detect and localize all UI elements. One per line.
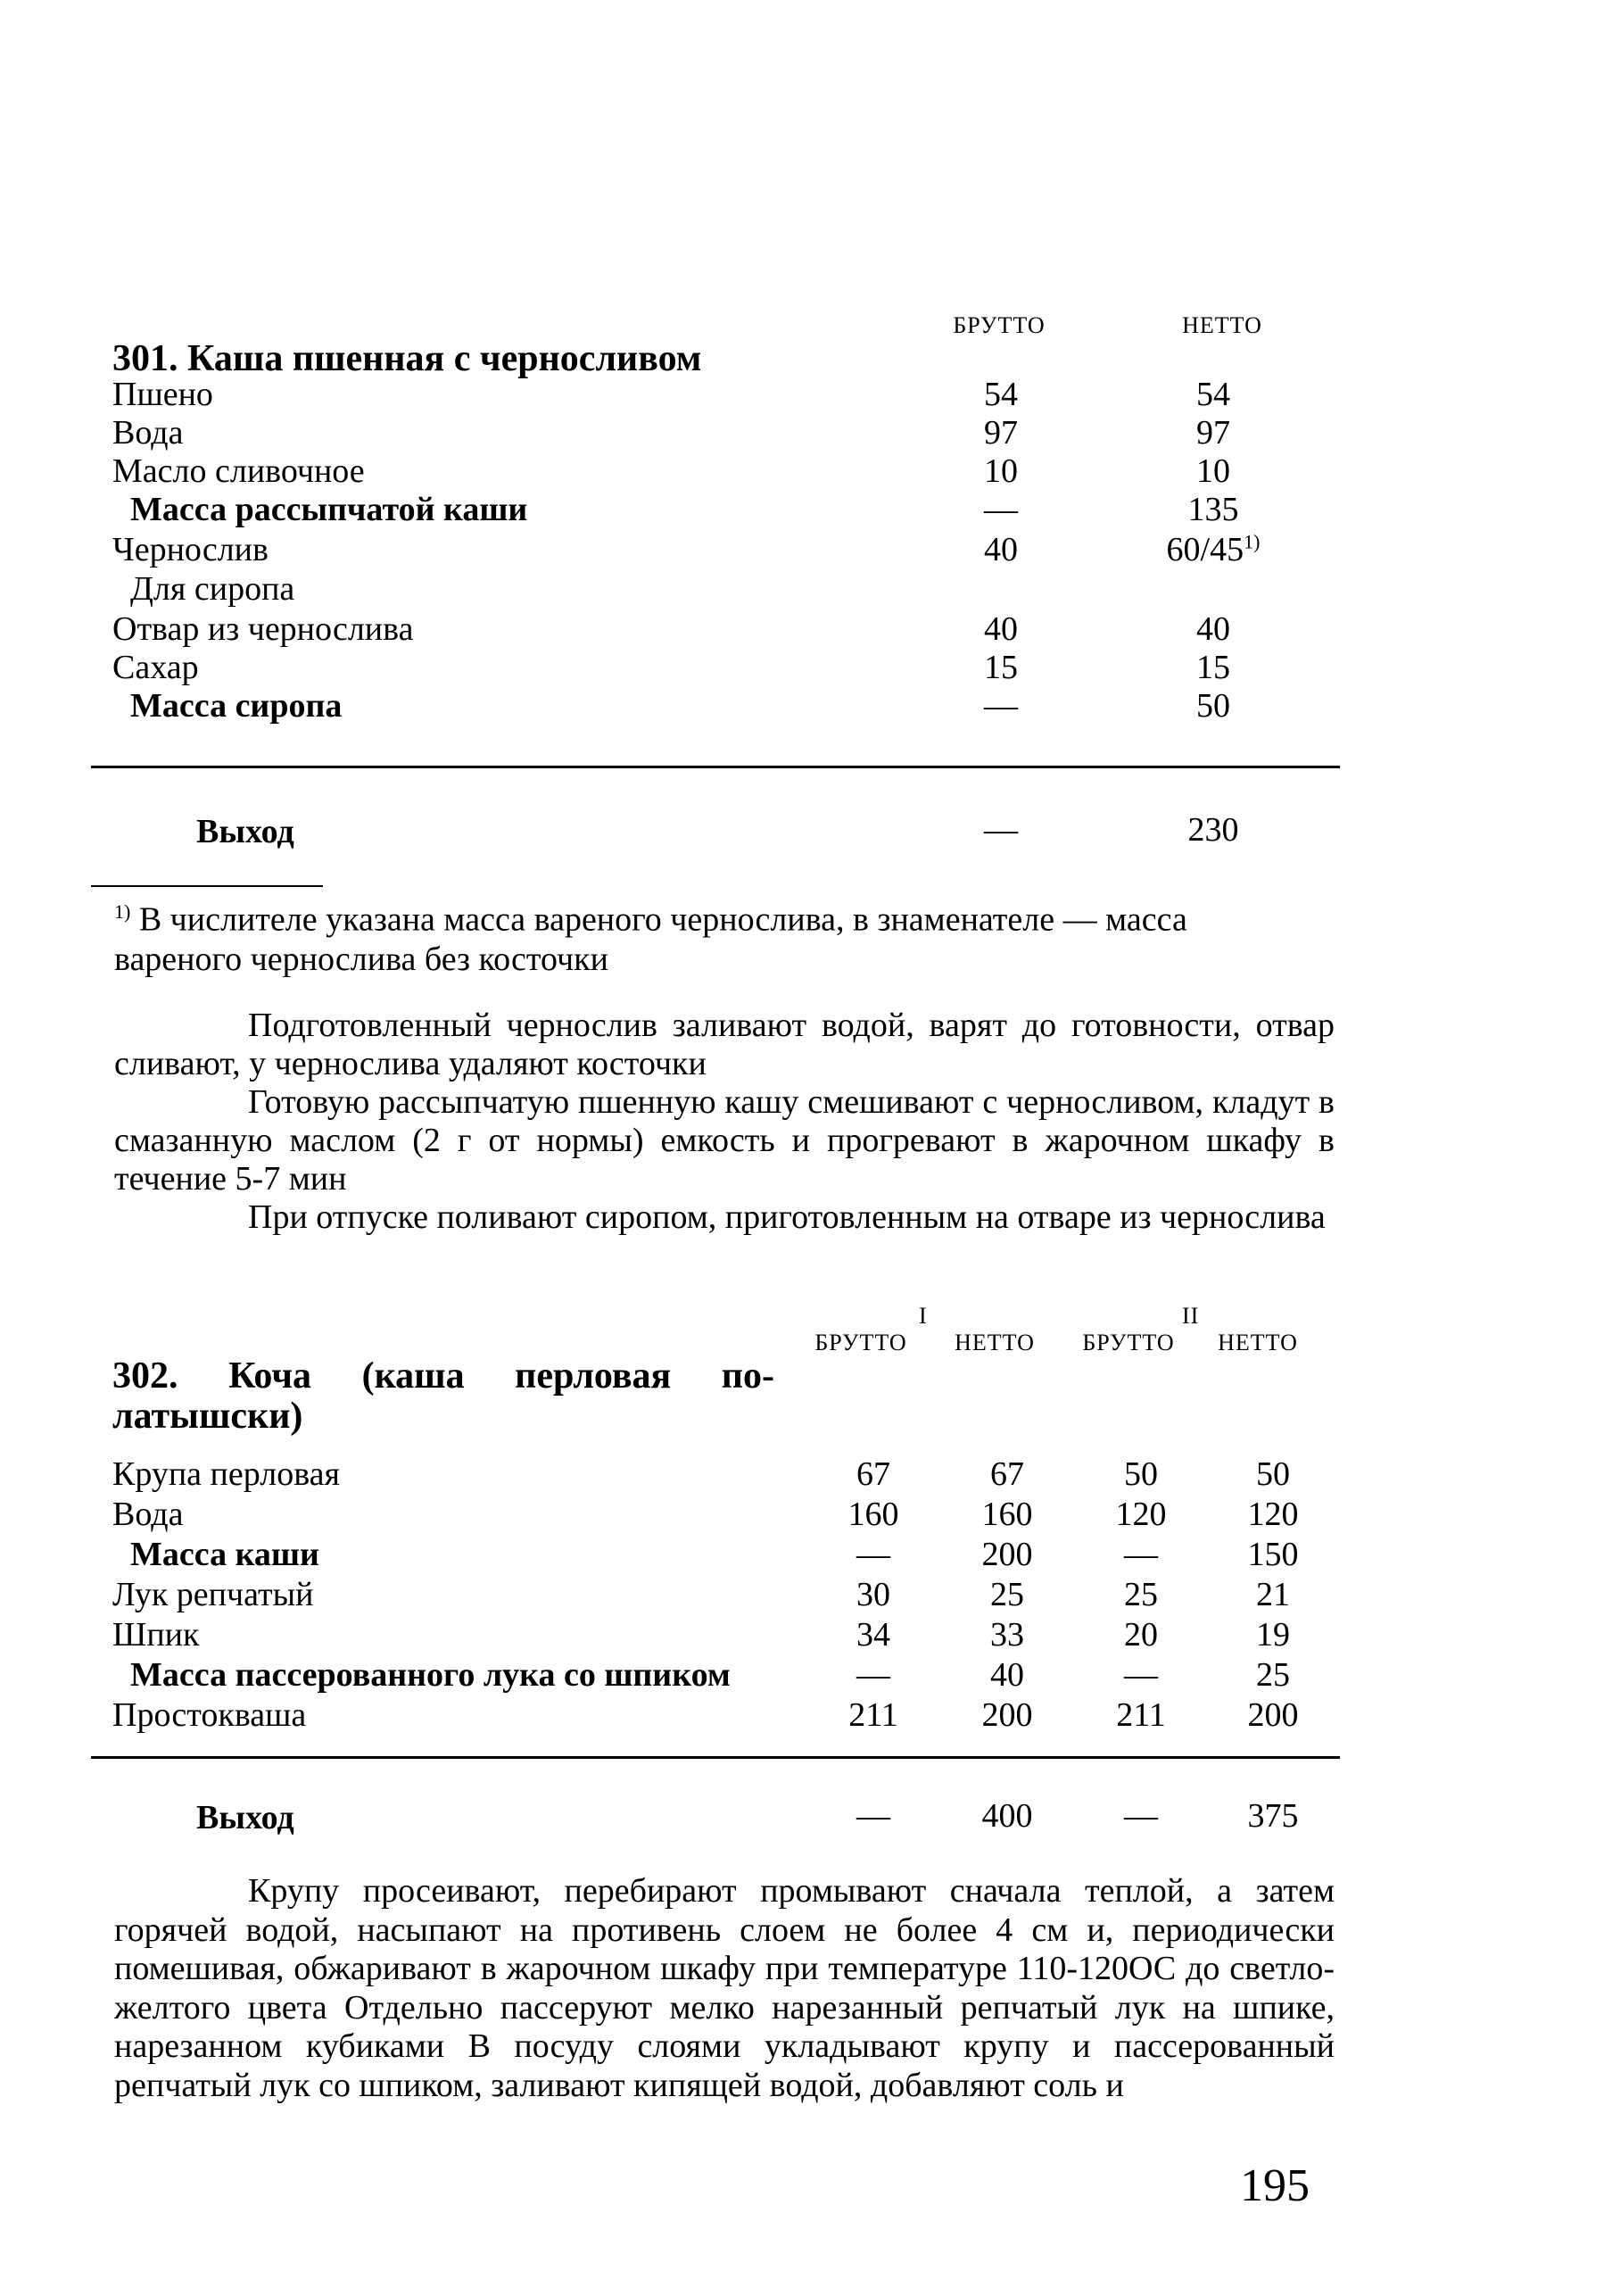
brutto-value: 40 [984, 531, 1018, 568]
netto-number: 135 [1187, 491, 1239, 528]
ingredient-name: Пшено [112, 376, 213, 413]
group-i-label: I [919, 1303, 928, 1329]
brutto-ii-value: — [1124, 1656, 1158, 1694]
paragraph-3: При отпуске поливают сиропом, приготовленным на отваре из чернослива [248, 1198, 1326, 1236]
brutto-value: — [984, 491, 1018, 528]
ingredient-name: Для сиропа [130, 570, 295, 608]
brutto-value: 97 [984, 414, 1018, 452]
netto-value [1160, 609, 1267, 649]
brutto-i-value: 30 [856, 1576, 890, 1613]
yield-netto: 230 [1187, 811, 1239, 849]
ingredient-name: Масса пассерованного лука со шпиком [130, 1656, 731, 1694]
netto-ii-value: 150 [1247, 1536, 1299, 1573]
ingredient-name: Простокваша [112, 1696, 307, 1734]
brutto-ii-value: 211 [1116, 1696, 1166, 1734]
ingredient-name: Чернослив [112, 531, 269, 568]
netto-number: 40 [1196, 610, 1230, 648]
netto-value [1160, 530, 1267, 569]
netto-number: 54 [1196, 376, 1230, 413]
footnote-mark: 1) [114, 900, 131, 923]
table-divider [91, 766, 1340, 768]
yield-302-netto-ii: 375 [1247, 1797, 1299, 1835]
paragraph-2: Готовую рассыпчатую пшенную кашу смешивают с черносливом, кладут в смазанную маслом (2 г от нормы) емкость и прогревают в жарочном шкафу в течение 5-7 мин [114, 1083, 1335, 1198]
yield-brutto: — [984, 811, 1018, 849]
netto-number: 10 [1196, 452, 1230, 490]
netto-ii-value: 50 [1256, 1455, 1290, 1493]
brutto-i-value: — [856, 1656, 890, 1694]
brutto-value: 54 [984, 376, 1018, 413]
ingredient-name: Вода [112, 414, 184, 452]
netto-number: 50 [1196, 687, 1230, 725]
ingredient-name: Сахар [112, 649, 199, 686]
table-divider-302 [91, 1756, 1340, 1759]
ingredient-name: Отвар из чернослива [112, 610, 414, 648]
netto-i-value: 25 [990, 1576, 1024, 1613]
netto-number: 15 [1196, 649, 1230, 686]
netto-ii-value: 19 [1256, 1616, 1290, 1654]
brutto-value: 15 [984, 649, 1018, 686]
col-netto-ii: НЕТТО [1218, 1330, 1298, 1355]
brutto-i-value: 211 [848, 1696, 898, 1734]
footnote-text: В числителе указана масса вареного чернослива, в знаменателе — масса вареного чернослива без косточки [114, 900, 1187, 978]
brutto-ii-value: 25 [1124, 1576, 1158, 1613]
netto-value [1160, 452, 1267, 491]
ingredient-name: Масса каши [130, 1536, 319, 1573]
netto-i-value: 67 [990, 1455, 1024, 1493]
paragraph-1: Подготовленный чернослив заливают водой, варят до готовности, отвар сливают, у чернослива удаляют косточки [114, 1007, 1335, 1082]
netto-footnote-mark: 1) [1244, 530, 1261, 553]
brutto-ii-value: — [1124, 1536, 1158, 1573]
brutto-i-value: 160 [847, 1496, 899, 1533]
ingredient-name: Шпик [112, 1616, 200, 1654]
netto-ii-value: 25 [1256, 1656, 1290, 1694]
brutto-ii-value: 20 [1124, 1616, 1158, 1654]
netto-i-value: 200 [981, 1536, 1033, 1573]
recipe-302-title-line1: 302. Коча (каша перловая по- [112, 1355, 774, 1397]
brutto-i-value: 34 [856, 1616, 890, 1654]
netto-ii-value: 200 [1247, 1696, 1299, 1734]
netto-value [1160, 375, 1267, 414]
netto-i-value: 160 [981, 1496, 1033, 1533]
netto-value [1160, 648, 1267, 687]
brutto-value: 10 [984, 452, 1018, 490]
brutto-i-value: — [856, 1536, 890, 1573]
col-netto-header: НЕТТО [1182, 312, 1262, 338]
ingredient-name: Лук репчатый [112, 1576, 314, 1613]
yield-label-302: Выход [196, 1799, 294, 1836]
netto-value [1160, 686, 1267, 725]
col-brutto-ii: БРУТТО [1082, 1330, 1175, 1355]
page-number: 195 [1240, 2160, 1310, 2211]
recipe-302-title-line2: латышски) [112, 1396, 303, 1437]
netto-value [1160, 490, 1267, 529]
brutto-ii-value: 50 [1124, 1455, 1158, 1493]
brutto-value: 40 [984, 610, 1018, 648]
ingredient-name: Масло сливочное [112, 452, 365, 490]
netto-i-value: 200 [981, 1696, 1033, 1734]
netto-value [1160, 413, 1267, 452]
ingredient-name: Масса сиропа [130, 687, 343, 725]
netto-i-value: 40 [990, 1656, 1024, 1694]
yield-label: Выход [196, 813, 294, 850]
netto-number: 97 [1196, 414, 1230, 452]
yield-302-brutto-i: — [856, 1797, 890, 1835]
paragraph-302: Крупу просеивают, перебирают промывают сначала теплой, а затем горячей водой, насыпают на противень слоем не более 4 см и, периодически помешивая, обжаривают в жарочном шкафу при температуре 110-120ОС до светло-желтого цвета Отдельно пассеруют мелко нарезанный репчатый лук на шпике, нарезанном кубиками В посуду слоями укладывают крупу и пассерованный репчатый лук со шпиком, заливают кипящей водой, добавляют соль и [114, 1872, 1335, 2104]
brutto-ii-value: 120 [1115, 1496, 1167, 1533]
netto-ii-value: 120 [1247, 1496, 1299, 1533]
col-brutto-i: БРУТТО [814, 1330, 907, 1355]
netto-i-value: 33 [990, 1616, 1024, 1654]
col-brutto-header: БРУТТО [953, 312, 1046, 338]
brutto-i-value: 67 [856, 1455, 890, 1493]
ingredient-name: Масса рассыпчатой каши [130, 491, 528, 528]
netto-number: 60/45 [1166, 531, 1244, 568]
netto-ii-value: 21 [1256, 1576, 1290, 1613]
col-netto-i: НЕТТО [955, 1330, 1035, 1355]
footnote-rule [91, 885, 323, 887]
brutto-value: — [984, 687, 1018, 725]
ingredient-name: Крупа перловая [112, 1455, 340, 1493]
yield-302-netto-i: 400 [981, 1797, 1033, 1835]
recipe-301-title: 301. Каша пшенная с черносливом [112, 338, 702, 379]
footnote [114, 892, 1310, 979]
ingredient-name: Вода [112, 1496, 184, 1533]
group-ii-label: II [1182, 1303, 1200, 1329]
yield-302-brutto-ii: — [1124, 1797, 1158, 1835]
